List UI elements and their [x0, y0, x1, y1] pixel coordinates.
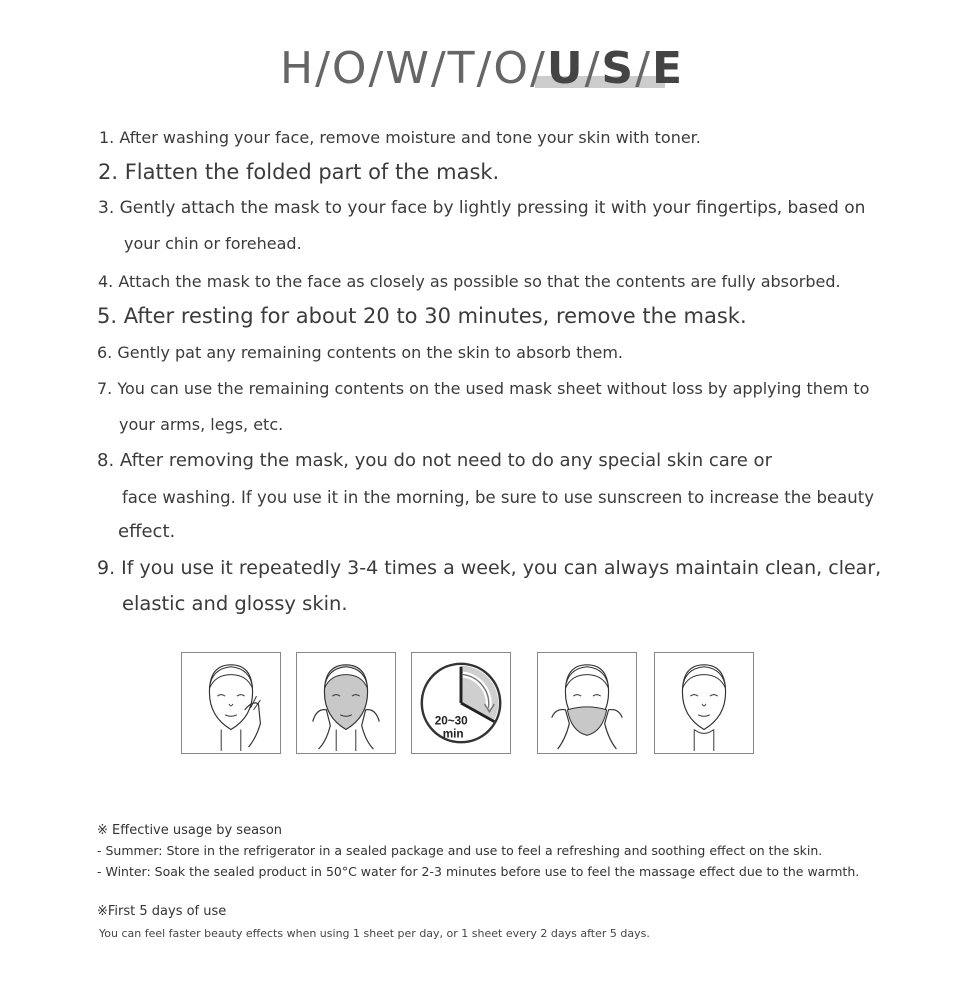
step-3: 3. Gently attach the mask to your face by lightly pressing it with your fingertips, based on — [98, 198, 866, 218]
summer-note: - Summer: Store in the refrigerator in a sealed package and use to feel a refreshing and soothing effect on the skin. — [97, 843, 823, 858]
face-toner-panel — [181, 652, 281, 754]
apply-mask-icon — [297, 653, 395, 753]
step-8-cont2: effect. — [118, 521, 176, 542]
step-4: 4. Attach the mask to the face as closely as possible so that the contents are fully absorbed. — [98, 272, 841, 291]
step-3-cont: your chin or forehead. — [124, 234, 302, 253]
remove-mask-panel — [537, 652, 637, 754]
title-prefix: H/O/W/T/O/ — [279, 43, 547, 94]
clean-face-panel — [654, 652, 754, 754]
step-8: 8. After removing the mask, you do not need to do any special skin care or — [97, 450, 772, 471]
step-5: 5. After resting for about 20 to 30 minutes, remove the mask. — [97, 304, 747, 328]
step-6: 6. Gently pat any remaining contents on the skin to absorb them. — [97, 343, 623, 362]
first-days-heading: ※First 5 days of use — [97, 904, 227, 919]
title-sep2: / — [635, 43, 652, 94]
clock-icon — [412, 653, 510, 753]
title-letter-s: S — [601, 43, 636, 94]
step-7: 7. You can use the remaining contents on the used mask sheet without loss by applying them to — [97, 379, 870, 398]
step-9: 9. If you use it repeatedly 3-4 times a week, you can always maintain clean, clear, — [97, 557, 882, 579]
face-toner-icon — [182, 653, 280, 753]
clean-face-icon — [655, 653, 753, 753]
apply-mask-panel — [296, 652, 396, 754]
season-heading: ※ Effective usage by season — [97, 823, 283, 838]
step-1: 1. After washing your face, remove moisture and tone your skin with toner. — [99, 128, 701, 147]
step-7-cont: your arms, legs, etc. — [119, 415, 284, 434]
step-9-cont: elastic and glossy skin. — [122, 592, 348, 615]
winter-note: - Winter: Soak the sealed product in 50°C water for 2-3 minutes before use to feel the massage effect due to the warmth. — [97, 864, 860, 879]
step-8-cont: face washing. If you use it in the morning, be sure to use sunscreen to increase the beauty — [122, 488, 874, 507]
page-title — [0, 44, 964, 94]
step-2: 2. Flatten the folded part of the mask. — [98, 160, 500, 184]
instruction-illustrations — [0, 652, 964, 757]
remove-mask-icon — [538, 653, 636, 753]
timer-value: 20~30 — [434, 714, 468, 728]
timer-panel — [411, 652, 511, 754]
title-letter-u: U — [546, 43, 585, 94]
title-sep: / — [584, 43, 602, 94]
first-days-text: You can feel faster beauty effects when using 1 sheet per day, or 1 sheet every 2 days after 5 days. — [99, 927, 650, 940]
title-letter-e: E — [651, 43, 684, 94]
timer-unit: min — [442, 727, 464, 741]
